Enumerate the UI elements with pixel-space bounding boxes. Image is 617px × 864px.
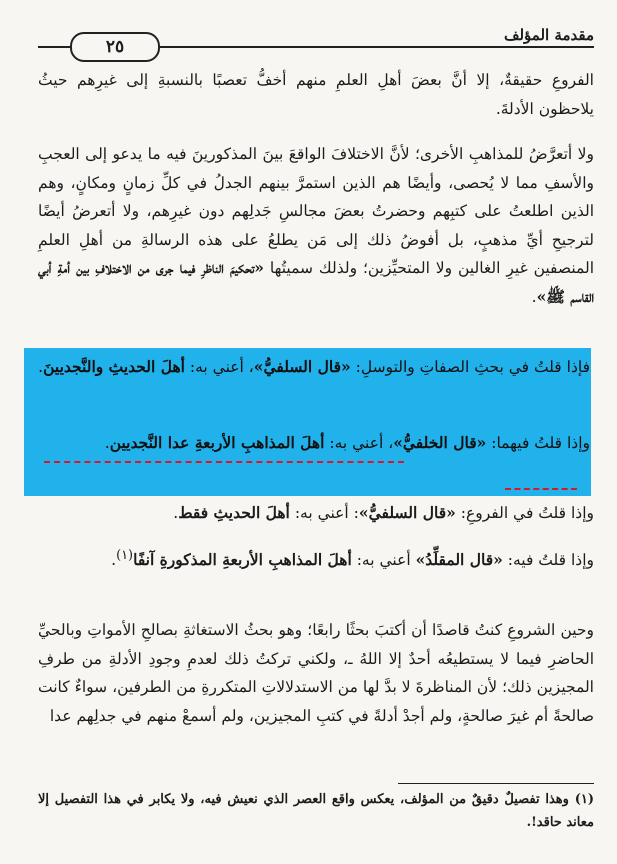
red-dashed-underline [44, 461, 404, 463]
p3-meaning: أهلَ الحديثِ فقط [178, 503, 290, 522]
paragraph-1-text: الفروعِ حقيقةٌ، إلا أنَّ بعضَ أهلِ العلمِ منهم أخفُّ تعصبًا بالنسبةِ إلى غيرِهم حيثُ يلاحظون الأدلةَ. [38, 71, 594, 118]
highlighted-paragraph-2: وإذا قلتُ فيهما: «قال الخلفيُّ»، أعني به: أهلَ المذاهبِ الأربعةِ عدا النَّجديين. [104, 433, 590, 452]
running-header [38, 26, 594, 57]
p4-mid: أعني به: [356, 551, 416, 570]
paragraph-5-text: وحين الشروعِ كنتُ قاصدًا أن أكتبَ بحثًا رابعًا؛ وهو بحثُ الاستغاثةِ بصالحِ الأمواتِ وبالحيِّ الحاضرِ فيما لا يستطيعُه أحدٌ إلا اللهُ ـ، ولكني تركتُ ذلك لعدمِ وجودِ الأدلةِ من طرفِ المجيزين ذلك؛ لأن المناظرةَ لا بدَّ لها من الاستدلالاتِ المتكررةِ من الطرفين، سواءٌ كانت صالحةً أم غيرَ صالحةٍ، ولم أجدْ أدلةً في كتبِ المجيزين، ولم أسمعْ منهم في جدلِهم عدا [38, 621, 594, 725]
chapter-title: مقدمة المؤلف [498, 26, 594, 44]
p3-term: «قال السلفيُّ» [358, 503, 456, 522]
paragraph-4: وإذا قلتُ فيه: «قال المقلِّدُ» أعني به: أهلَ المذاهبِ الأربعةِ المذكورةِ آنفًا$^{(١)}$. [111, 548, 594, 570]
p3-mid: : أعني به: [294, 504, 359, 522]
p3-text: وإذا قلتُ في الفروعِ: [460, 504, 594, 522]
hl1-mid: ، أعني به: [189, 358, 254, 376]
paragraph-2 [38, 140, 594, 311]
hl1-term: «قال السلفيُّ» [253, 357, 351, 376]
footnote [38, 788, 594, 834]
hl1-meaning: أهلَ الحديثِ والنَّجديينَ [43, 357, 185, 376]
p4-text: وإذا قلتُ فيه: [507, 551, 594, 570]
page-number: ٢٥ [70, 32, 160, 62]
hl2-term: «قال الخلفيُّ» [393, 433, 487, 452]
paragraph-3: وإذا قلتُ في الفروعِ: «قال السلفيُّ»: أعني به: أهلَ الحديثِ فقط. [173, 503, 594, 522]
hl2-mid: ، أعني به: [329, 434, 394, 452]
footnote-text: (١) وهذا تفصيلٌ دقيقٌ من المؤلف، يعكس واقع العصر الذي نعيش فيه، ولا يكابر في هذا التفصيل إلا معاند حاقد!. [38, 792, 594, 830]
footnote-ref: (١) [116, 548, 134, 563]
paragraph-2-text: ولا أتعرَّضُ للمذاهبِ الأخرى؛ لأنَّ الاختلافَ الواقعَ بينَ المذكورينَ فيه ما يدعو إلى العجبِ والأسفِ مما لا يُحصى، وأيضًا هم الذين استمرَّ بينهم الجدلُ في كلِّ زمانٍ ومكانٍ، وهم الذين اطلعتُ على كتبِهم وحضرتُ بعضَ مجالسِ جَدلِهم دون غيرِهم، ولا أتعرضُ أيضًا لترجيحِ أيِّ مذهبٍ، بل أفوضُ ذلك إلى مَن يطلعُ على هذه الرسالةِ من أهلِ العلمِ المنصفين غيرِ الغالين ولا المتحيِّزين؛ ولذلك سميتُها [38, 145, 594, 277]
paragraph-1 [38, 66, 594, 123]
p4-meaning: أهلَ المذاهبِ الأربعةِ المذكورةِ آنفًا [133, 550, 352, 570]
red-dashed-underline-short [505, 488, 577, 490]
hl2-meaning: أهلَ المذاهبِ الأربعةِ عدا النَّجديين [109, 433, 325, 452]
hl1-text: فإذا قلتُ في بحثِ الصفاتِ والتوسلِ: [355, 358, 590, 376]
footnote-rule [398, 783, 594, 784]
hl2-text: وإذا قلتُ فيهما: [491, 434, 590, 452]
paragraph-2-end: . [531, 287, 537, 306]
p4-term: «قال المقلِّدُ» [415, 550, 503, 570]
highlighted-paragraph-1: فإذا قلتُ في بحثِ الصفاتِ والتوسلِ: «قال السلفيُّ»، أعني به: أهلَ الحديثِ والنَّجديينَ. [38, 357, 590, 376]
book-title: «تحكيمَ الناظرِ فيما جرى من الاختلافِ بين أمةِ أبي القاسم ﷺ» [38, 258, 594, 306]
paragraph-5 [38, 616, 594, 730]
